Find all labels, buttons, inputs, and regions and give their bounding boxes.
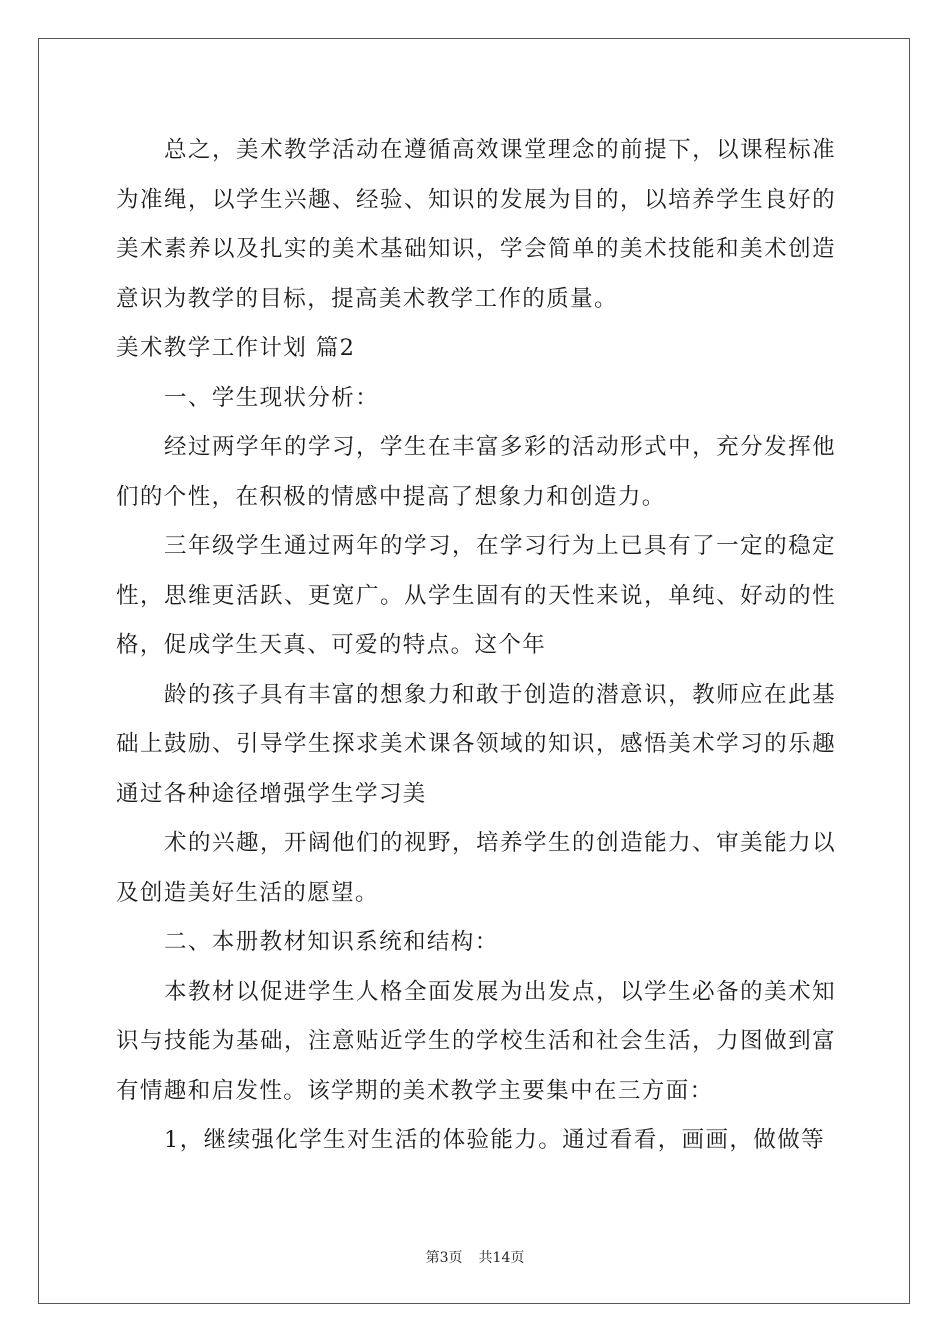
paragraph: 总之，美术教学活动在遵循高效课堂理念的前提下，以课程标准为准绳，以学生兴趣、经验、知识的发展为目的，以培养学生良好的美术素养以及扎实的美术基础知识，学会简单的美术技能和美术创造意识为教学的目标，提高美术教学工作的质量。 [116, 137, 836, 312]
paragraph: 本教材以促进学生人格全面发展为出发点，以学生必备的美术知识与技能为基础，注意贴近学生的学校生活和社会生活，力图做到富有情趣和启发性。该学期的美术教学主要集中在三方面： [116, 978, 836, 1104]
section-heading: 美术教学工作计划 篇2 [116, 335, 356, 361]
paragraph: 龄的孩子具有丰富的想象力和敢于创造的潜意识，教师应在此基础上鼓励、引导学生探求美术课各领域的知识，感悟美术学习的乐趣通过各种途径增强学生学习美 [116, 681, 836, 807]
paragraph: 经过两学年的学习，学生在丰富多彩的活动形式中，充分发挥他们的个性，在积极的情感中提高了想象力和创造力。 [116, 434, 836, 510]
paragraph: 三年级学生通过两年的学习，在学习行为上已具有了一定的稳定性，思维更活跃、更宽广。从学生固有的天性来说，单纯、好动的性格，促成学生天真、可爱的特点。这个年 [116, 533, 836, 658]
page-total: 共14页 [478, 1250, 525, 1266]
page-footer [0, 1247, 950, 1267]
paragraph: 1，继续强化学生对生活的体验能力。通过看看，画画，做做等 [164, 1127, 826, 1153]
document-body [116, 126, 836, 1166]
page-number: 第3页 [425, 1250, 463, 1266]
paragraph: 术的兴趣，开阔他们的视野，培养学生的创造能力、审美能力以及创造美好生活的愿望。 [116, 830, 836, 906]
subheading: 一、学生现状分析： [164, 384, 380, 411]
subheading: 二、本册教材知识系统和结构： [164, 929, 499, 955]
